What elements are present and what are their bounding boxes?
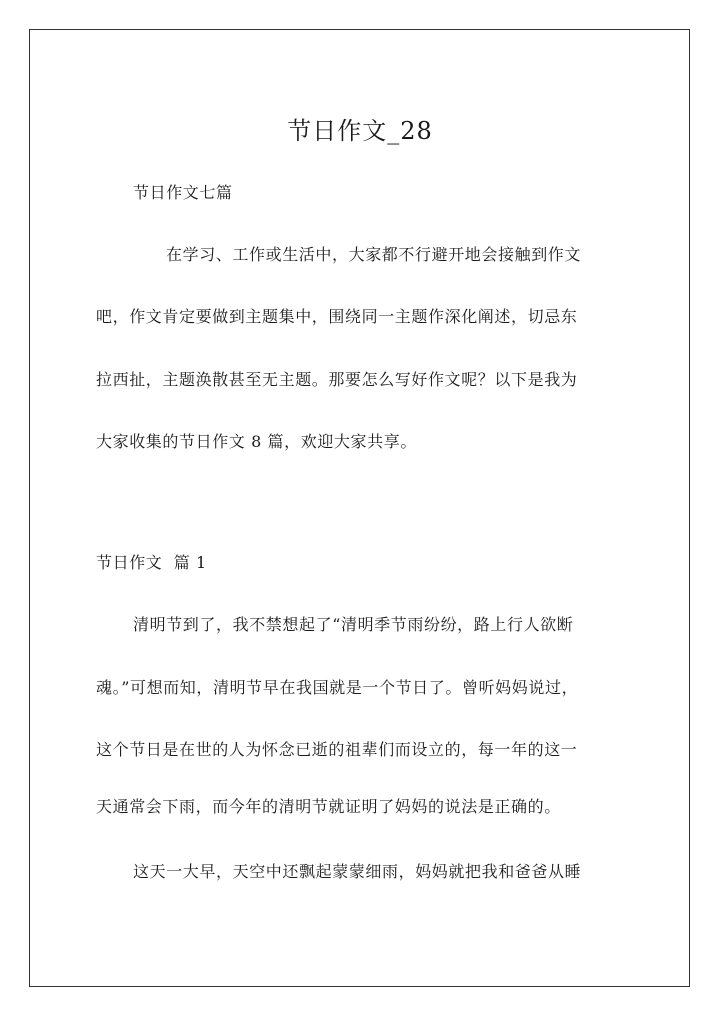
document-title: 节日作文_28	[287, 117, 433, 145]
page-border	[29, 29, 690, 987]
paragraph-1-line-2: 魂。”可想而知，清明节早在我国就是一个节日了。曾听妈妈说过，	[96, 678, 579, 697]
intro-line-2: 吧，作文肯定要做到主题集中，围绕同一主题作深化阐述，切忌东	[96, 307, 578, 326]
intro-line-4: 大家收集的节日作文 8 篇，欢迎大家共享。	[96, 432, 417, 451]
intro-line-3: 拉西扯，主题涣散甚至无主题。那要怎么写好作文呢？以下是我为	[96, 370, 578, 389]
document-subtitle: 节日作文七篇	[133, 183, 233, 202]
intro-line-1: 在学习、工作或生活中，大家都不行避开地会接触到作文	[166, 245, 582, 264]
paragraph-1-line-4: 天通常会下雨，而今年的清明节就证明了妈妈的说法是正确的。	[96, 797, 561, 816]
paragraph-2-line-1: 这天一大早，天空中还飘起蒙蒙细雨，妈妈就把我和爸爸从睡	[133, 862, 582, 881]
paragraph-1-line-3: 这个节日是在世的人为怀念已逝的祖辈们而设立的，每一年的这一	[96, 740, 578, 759]
paragraph-1-line-1: 清明节到了，我不禁想起了“清明季节雨纷纷，路上行人欲断	[133, 615, 574, 634]
section-heading: 节日作文 篇 1	[96, 553, 207, 572]
